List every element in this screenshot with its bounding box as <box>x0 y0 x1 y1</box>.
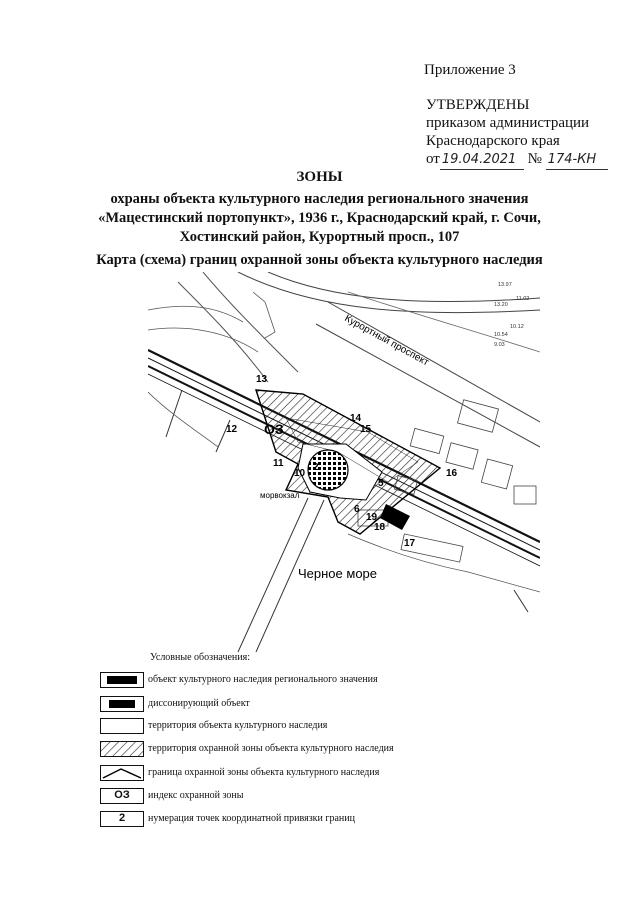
point-label: 16 <box>446 468 458 479</box>
pier-structure <box>253 292 275 338</box>
point-label: 18 <box>374 522 386 533</box>
legend-item <box>100 811 620 833</box>
legend-text: объект культурного наследия регионального значения <box>148 674 378 685</box>
elevation-mark: 10.54 <box>494 332 508 338</box>
approved-line-2: Краснодарского края <box>426 133 560 149</box>
elevation-mark: 13.97 <box>498 282 512 288</box>
legend-swatch-zone-index: ОЗ <box>100 788 144 804</box>
subtitle-line-3: Хостинский район, Курортный просп., 107 <box>179 229 460 245</box>
legend-swatch-protection-zone <box>100 741 144 757</box>
street-label: Курортный проспект <box>342 313 431 369</box>
legend-item <box>100 696 620 718</box>
elevation-mark: 10.12 <box>510 324 524 330</box>
station-label: морвокзал <box>260 491 300 500</box>
map-title: Карта (схема) границ охранной зоны объекта культурного наследия <box>96 252 543 268</box>
legend-swatch-zone-boundary <box>100 765 144 781</box>
legend-item <box>100 741 620 763</box>
legend-swatch-territory <box>100 718 144 734</box>
doc-title: ЗОНЫ <box>296 169 343 185</box>
legend-text: индекс охранной зоны <box>148 790 244 801</box>
legend-item <box>100 672 620 694</box>
legend-swatch-heritage-object <box>100 672 144 688</box>
elevation-mark: 11.02 <box>516 296 530 302</box>
legend-swatch-dissonant <box>100 696 144 712</box>
approved-line-1: приказом администрации <box>426 115 590 131</box>
legend-item <box>100 718 620 740</box>
point-label: 11 <box>273 458 284 469</box>
legend-heading: Условные обозначения: <box>150 652 251 663</box>
elevation-mark: 9.03 <box>494 342 505 348</box>
date-prefix: от <box>426 151 440 167</box>
point-label: 12 <box>226 424 238 435</box>
approval-block <box>426 96 608 170</box>
number-value: 174-КН <box>546 151 608 170</box>
road-line <box>148 306 243 322</box>
point-label: 14 <box>350 413 362 424</box>
approval-date-row <box>426 150 608 170</box>
legend-item <box>100 765 620 787</box>
zone-map <box>148 272 540 652</box>
number-sign: № <box>527 151 542 167</box>
legend-text: территория охранной зоны объекта культурного наследия <box>148 743 394 754</box>
zone-index-label: ОЗ <box>264 421 284 437</box>
point-label: 17 <box>404 538 416 549</box>
point-label: 19 <box>366 512 378 523</box>
doc-subtitle <box>0 190 639 247</box>
road-line <box>348 292 540 352</box>
legend-item <box>100 788 620 810</box>
legend-text: диссонирующий объект <box>148 698 250 709</box>
point-label: 15 <box>360 424 372 435</box>
point-label: 10 <box>294 468 306 479</box>
legend-text: граница охранной зоны объекта культурного наследия <box>148 767 380 778</box>
legend-text: территория объекта культурного наследия <box>148 720 328 731</box>
legend-text: нумерация точек координатной привязки границ <box>148 813 355 824</box>
point-label: 6 <box>354 504 360 515</box>
legend-swatch-point-number: 2 <box>100 811 144 827</box>
road-line <box>178 282 268 382</box>
sea-label: Черное море <box>298 566 378 581</box>
point-label: 13 <box>256 374 268 385</box>
date-value: 19.04.2021 <box>440 151 524 170</box>
elevation-mark: 13.20 <box>494 302 508 308</box>
appendix-label: Приложение 3 <box>424 62 516 78</box>
subtitle-line-1: охраны объекта культурного наследия регионального значения <box>110 191 529 207</box>
subtitle-line-2: «Мацестинский портопункт», 1936 г., Краснодарский край, г. Сочи, <box>98 210 541 226</box>
elevation-marks <box>494 282 529 348</box>
approved-heading: УТВЕРЖДЕНЫ <box>426 97 530 113</box>
point-label: 2 <box>313 462 319 473</box>
point-label: 5 <box>378 478 384 489</box>
